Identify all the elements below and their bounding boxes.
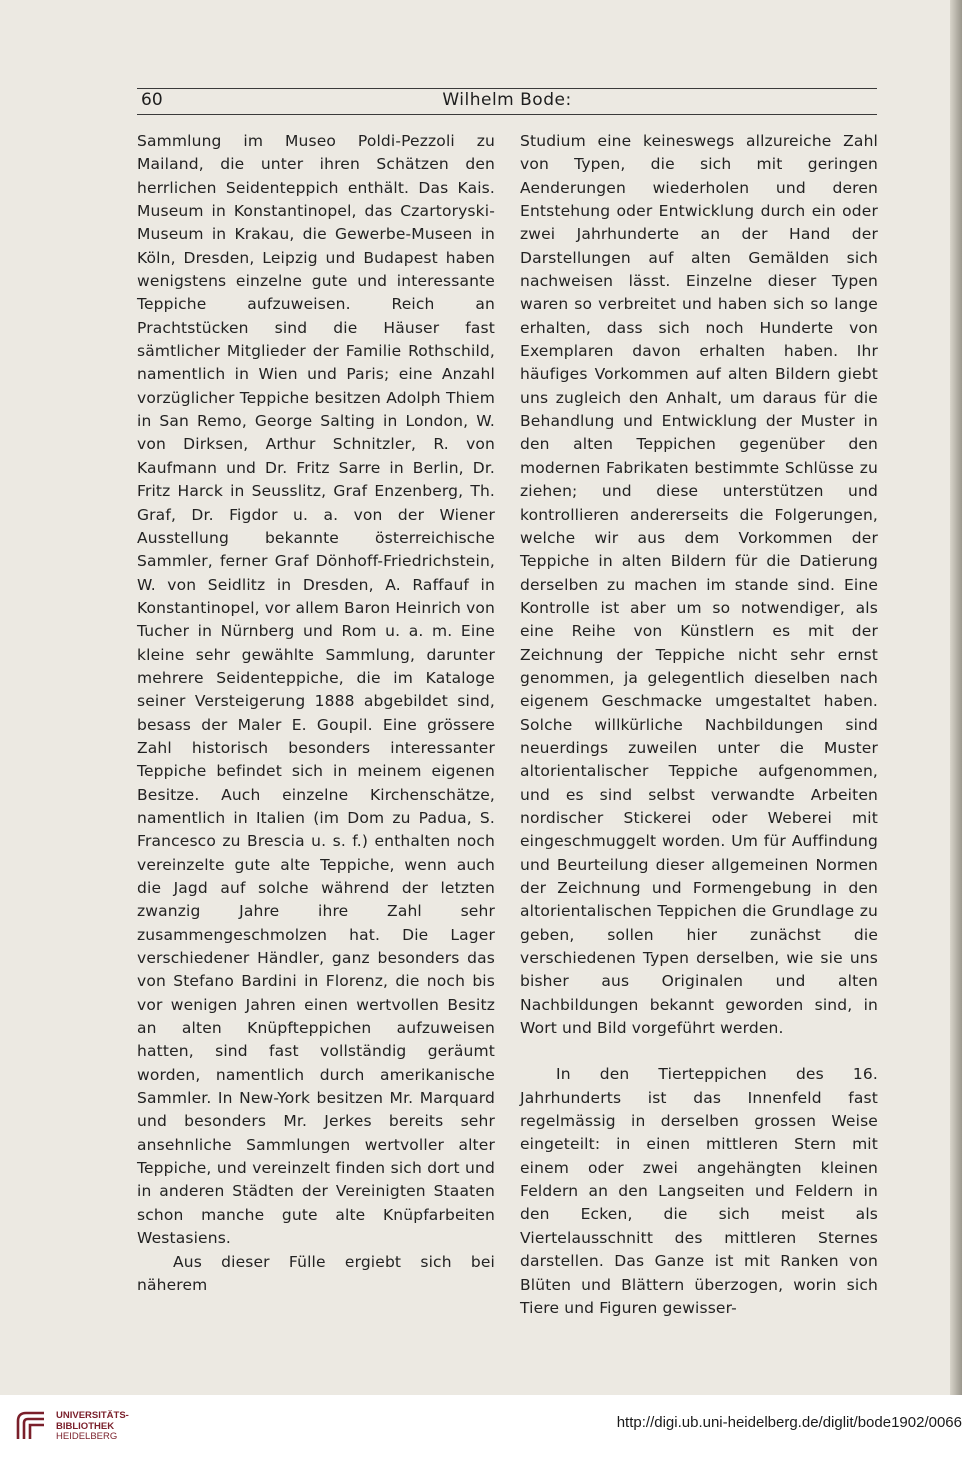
left-paragraph-1: Sammlung im Museo Poldi-Pezzoli zu Mailand, die unter ihren Schätzen den herrlichen Seidenteppich enthält. Das Kais. Museum in Konstantinopel, das Czartoryski-Museum in Krakau, die Gewerbe-Museen in Köln, Dresden, Leipzig und Budapest haben wenigstens einzelne gute und interessante Teppiche aufzuweisen. Reich an Prachtstücken sind die Häuser fast sämtlicher Mitglieder der Familie Rothschild, namentlich in Wien und Paris; eine Anzahl vorzüglicher Teppiche besitzen Adolph Thiem in San Remo, George Salting in London, W. von Dirksen, Arthur Schnitzler, R. von Kaufmann und Dr. Fritz Sarre in Berlin, Dr. Fritz Harck in Seusslitz, Graf Enzenberg, Th. Graf, Dr. Figdor u. a. von der Wiener Ausstellung bekannte österreichische Sammler, ferner Graf Dönhoff-Friedrichstein, W. von Seidlitz in Dresden, A. Raffauf in Konstantinopel, vor allem Baron Heinrich von Tucher in Nürnberg und Rom u. a. m. Eine kleine sehr gewählte Sammlung, darunter mehrere Seidenteppiche, die im Kataloge seiner Versteigerung 1888 abgebildet sind, besass der Maler E. Goupil. Eine grössere Zahl historisch besonders interessanter Teppiche befindet sich in meinem eigenen Besitze. Auch einzelne Kirchenschätze, namentlich in Italien (im Dom zu Padua, S. Francesco zu Brescia u. s. f.) enthalten noch vereinzelte gute alte Teppiche, wenn auch die Jagd auf solche während der letzten zwanzig Jahre ihre Zahl sehr zusammengeschmolzen hat. Die Lager verschiedener Händler, ganz besonders das von Stefano Bardini in Florenz, die noch bis vor wenigen Jahren einen wertvollen Besitz an alten Knüpfteppichen aufzuweisen hatten, sind fast vollständig geräumt worden, namentlich durch amerikanische Sammler. In New-York besitzen Mr. Marquard und besonders Mr. Jerkes bereits sehr ansehnliche Sammlungen wertvoller alter Teppiche, und vereinzelt finden sich dort und in anderen Städten der Vereinigten Staaten schon manche gute alte Knüpfarbeiten Westasiens. <box>137 132 495 1248</box>
page-number: 60 <box>141 90 163 110</box>
library-line-3: HEIDELBERG <box>56 1431 118 1442</box>
header-top-rule <box>137 88 877 89</box>
left-paragraph-2: Aus dieser Fülle ergiebt sich bei näherem <box>137 1252 495 1294</box>
right-paragraph-1: Studium eine keineswegs allzureiche Zahl von Typen, die sich mit geringen Aenderungen wiederholen und deren Entstehung oder Entwicklung durch ein oder zwei Jahrhunderte an der Hand der Darstellungen auf alten Gemälden sich nachweisen lässt. Einzelne dieser Typen waren so verbreitet und haben sich so lange erhalten, dass sich noch Hunderte von Exemplaren davon erhalten haben. Ihr häufiges Vorkommen auf alten Bildern giebt uns zugleich den Anhalt, um daraus für die Behandlung und Entwicklung der Muster in den alten Teppichen gegenüber den modernen Fabrikaten bestimmte Schlüsse zu ziehen; und diese unterstützen und kontrollieren andererseits die Folgerungen, welche wir aus dem Vorkommen der Teppiche in alten Bildern für die Datierung derselben zu machen im stande sind. Eine Kontrolle ist aber um so notwendiger, als eine Reihe von Künstlern es mit der Zeichnung der Teppiche nicht sehr ernst genommen, ja gelegentlich dieselben nach eigenem Geschmacke umgestaltet haben. Solche willkürliche Nachbildungen sind neuerdings zuweilen unter die Muster altorientalischer Teppiche aufgenommen, und es sind selbst verwandte Arbeiten nordischer Stickerei oder Weberei mit eingeschmuggelt worden. Um für Auffindung und Beurteilung dieser allgemeinen Normen der Zeichnung und Formengebung in den altorientalischen Teppichen die Grundlage zu geben, sollen hier zunächst die verschiedenen Typen derselben, wie sie uns bisher aus Originalen und alten Nachbildungen bekannt geworden sind, in Wort und Bild vorgeführt werden. <box>520 132 878 1038</box>
right-paragraph-2: In den Tierteppichen des 16. Jahrhunderts ist das Innenfeld fast regelmässig in derselben grossen Weise eingeteilt: in einen mittleren Stern mit einem oder zwei angehängten kleinen Feldern an den Langseiten und Feldern in den Ecken, die sich meist als Viertelausschnitt des mittleren Sternes darstellen. Das Ganze ist mit Ranken von Blüten und Blättern überzogen, worin sich Tiere und Figuren gewisser- <box>520 1065 878 1317</box>
left-column <box>137 130 495 1297</box>
library-line-2: BIBLIOTHEK <box>56 1420 115 1432</box>
permalink-url[interactable]: http://digi.ub.uni-heidelberg.de/diglit/bode1902/0066 <box>616 1414 962 1431</box>
page-header <box>137 90 877 114</box>
right-column <box>520 130 878 1320</box>
library-line-1: UNIVERSITÄTS- <box>56 1410 129 1421</box>
header-bottom-rule <box>137 114 877 115</box>
footer-bar <box>0 1395 974 1469</box>
running-head: Wilhelm Bode: <box>442 90 572 110</box>
library-logo-icon <box>14 1407 50 1443</box>
page-edge <box>950 0 962 1395</box>
library-name <box>56 1411 129 1443</box>
